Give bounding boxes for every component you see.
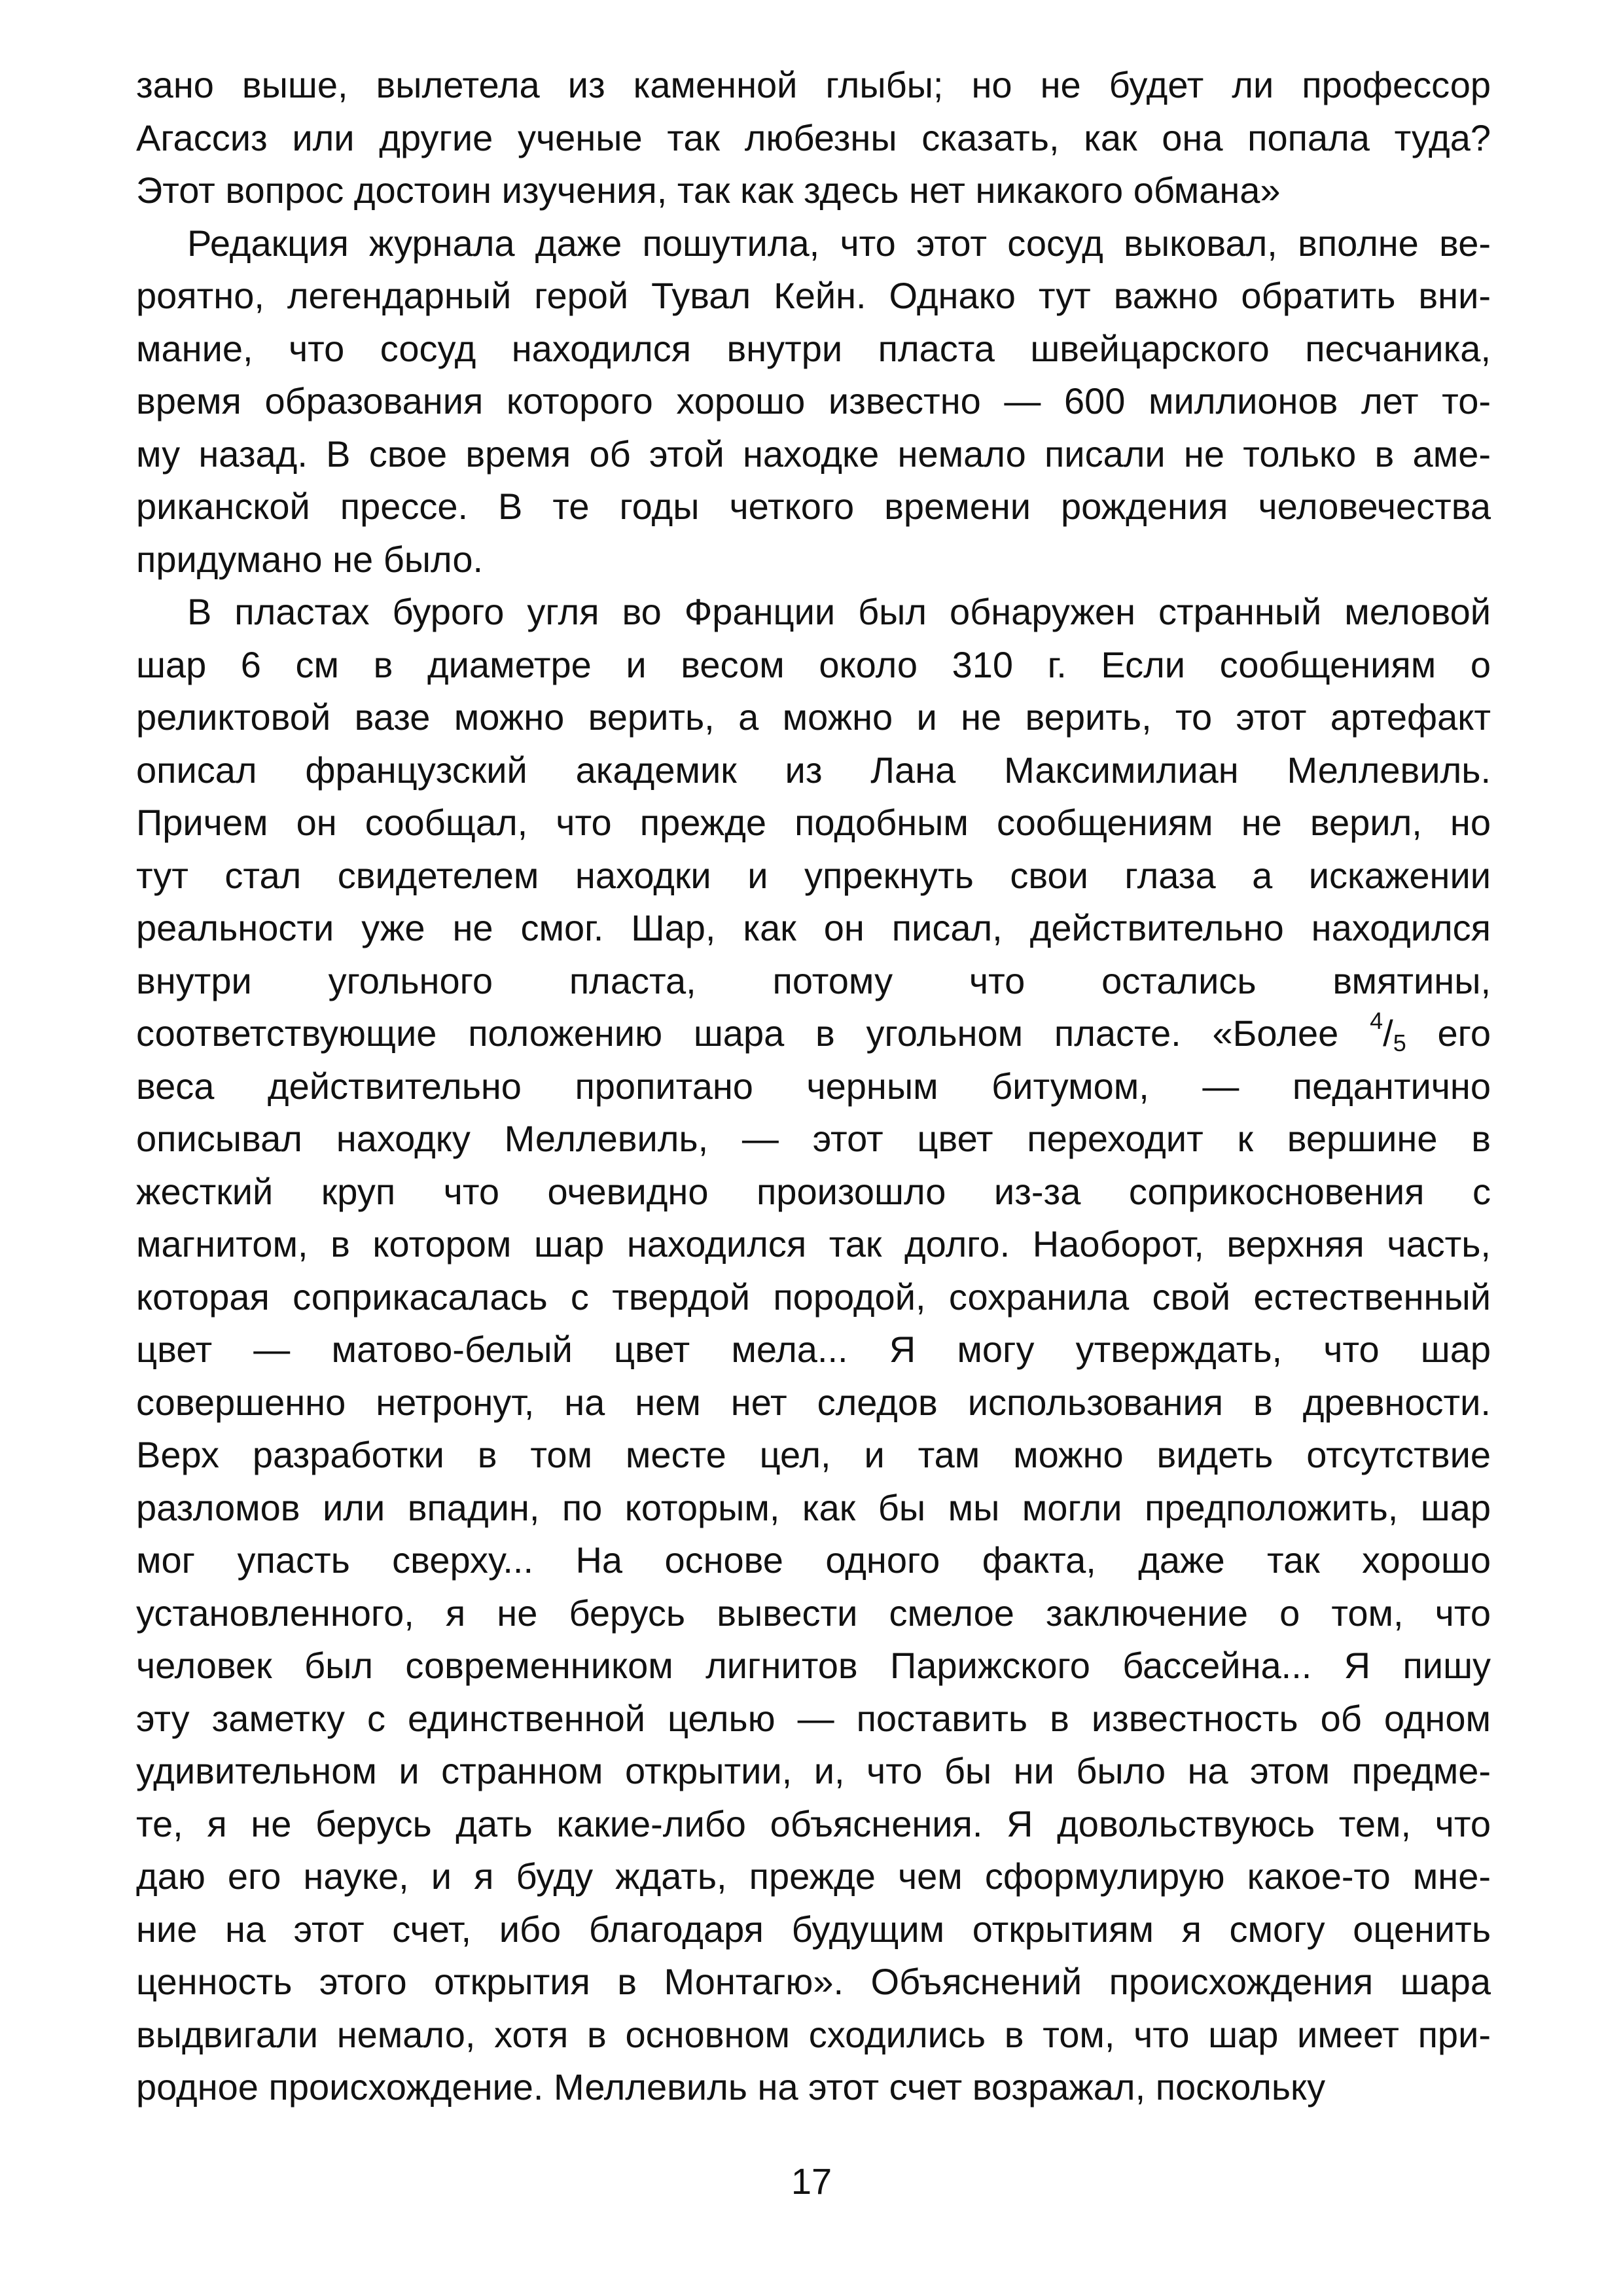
- text-line: риканской прессе. В те годы четкого времени рождения человечества: [136, 486, 1491, 527]
- text-line: Агассиз или другие ученые так любезны сказать, как она попала туда?: [136, 117, 1491, 158]
- paragraph-2: [136, 217, 1491, 586]
- text-line: которая соприкасалась с твердой породой, сохранила свой естественный: [136, 1276, 1491, 1318]
- text-line: человек был современником лигнитов Парижского бассейна... Я пишу: [136, 1645, 1491, 1686]
- text-line: цвет — матово-белый цвет мела... Я могу утверждать, что шар: [136, 1329, 1491, 1370]
- text-line: установленного, я не берусь вывести смелое заключение о том, что: [136, 1592, 1491, 1634]
- text-line: выдвигали немало, хотя в основном сходились в том, что шар имеет при-: [136, 2013, 1491, 2055]
- fraction-denominator: 5: [1393, 1030, 1406, 1056]
- text-line: веса действительно пропитано черным битумом, — педантично: [136, 1065, 1491, 1107]
- fraction: [1370, 1007, 1406, 1056]
- text-line: разломов или впадин, по которым, как бы мы могли предположить, шар: [136, 1486, 1491, 1528]
- text-line: родное происхождение. Меллевиль на этот счет возражал, поскольку: [136, 2066, 1326, 2108]
- text-line: шар 6 см в диаметре и весом около 310 г. Если сообщениям о: [136, 643, 1491, 685]
- page-number: 17: [791, 2161, 832, 2202]
- text-line: тут стал свидетелем находки и упрекнуть свои глаза а искажении: [136, 854, 1491, 896]
- paragraph-1: [136, 59, 1491, 217]
- text-line: Редакция журнала даже пошутила, что этот сосуд выковал, вполне ве-: [187, 222, 1491, 264]
- text-line: му назад. В свое время об этой находке немало писали не только в аме-: [136, 433, 1491, 475]
- text-line: удивительном и странном открытии, и, что бы ни было на этом предме-: [136, 1750, 1491, 1791]
- fraction-numerator: 4: [1370, 1007, 1383, 1034]
- text-line: Причем он сообщал, что прежде подобным сообщениям не верил, но: [136, 802, 1491, 843]
- text-line: даю его науке, и я буду ждать, прежде чем сформулирую какое-то мне-: [136, 1856, 1491, 1897]
- text-line: магнитом, в котором шар находился так долго. Наоборот, верхняя часть,: [136, 1223, 1491, 1265]
- document-body: [136, 59, 1491, 2114]
- text-line: Верх разработки в том месте цел, и там можно видеть отсутствие: [136, 1434, 1491, 1475]
- fraction-line-before: соответствующие положению шара в угольном пласте. «Более: [136, 1013, 1370, 1054]
- paragraph-3: [136, 586, 1491, 2114]
- text-line: ценность этого открытия в Монтагю». Объяснений происхождения шара: [136, 1961, 1491, 2002]
- text-line: роятно, легендарный герой Тувал Кейн. Однако тут важно обратить вни-: [136, 275, 1491, 316]
- text-line: мог упасть сверху... На основе одного факта, даже так хорошо: [136, 1539, 1491, 1581]
- text-line: описал французский академик из Лана Максимилиан Меллевиль.: [136, 749, 1491, 791]
- text-line: эту заметку с единственной целью — поставить в известность об одном: [136, 1697, 1491, 1739]
- text-line: придумано не было.: [136, 538, 484, 580]
- fraction-line-after: его: [1406, 1013, 1491, 1054]
- text-line: зано выше, вылетела из каменной глыбы; но не будет ли профессор: [136, 64, 1491, 105]
- text-line: те, я не берусь дать какие-либо объяснения. Я довольствуюсь тем, что: [136, 1803, 1491, 1844]
- text-line: время образования которого хорошо известно — 600 миллионов лет то-: [136, 380, 1491, 422]
- text-line-with-fraction: [136, 1007, 1491, 1060]
- text-line: жесткий круп что очевидно произошло из-за соприкосновения с: [136, 1170, 1491, 1212]
- text-line: реальности уже не смог. Шар, как он писал, действительно находился: [136, 907, 1491, 948]
- fraction-slash: /: [1383, 1013, 1393, 1054]
- text-line: внутри угольного пласта, потому что остались вмятины,: [136, 960, 1491, 1001]
- text-line: ние на этот счет, ибо благодаря будущим открытиям я смогу оценить: [136, 1908, 1491, 1950]
- text-line: мание, что сосуд находился внутри пласта швейцарского песчаника,: [136, 327, 1491, 369]
- text-line: реликтовой вазе можно верить, а можно и не верить, то этот артефакт: [136, 696, 1491, 738]
- text-line: описывал находку Меллевиль, — этот цвет переходит к вершине в: [136, 1118, 1491, 1159]
- text-line: Этот вопрос достоин изучения, так как здесь нет никакого обмана»: [136, 170, 1281, 211]
- text-line: В пластах бурого угля во Франции был обнаружен странный меловой: [187, 591, 1491, 632]
- text-line: совершенно нетронут, на нем нет следов использования в древности.: [136, 1381, 1491, 1423]
